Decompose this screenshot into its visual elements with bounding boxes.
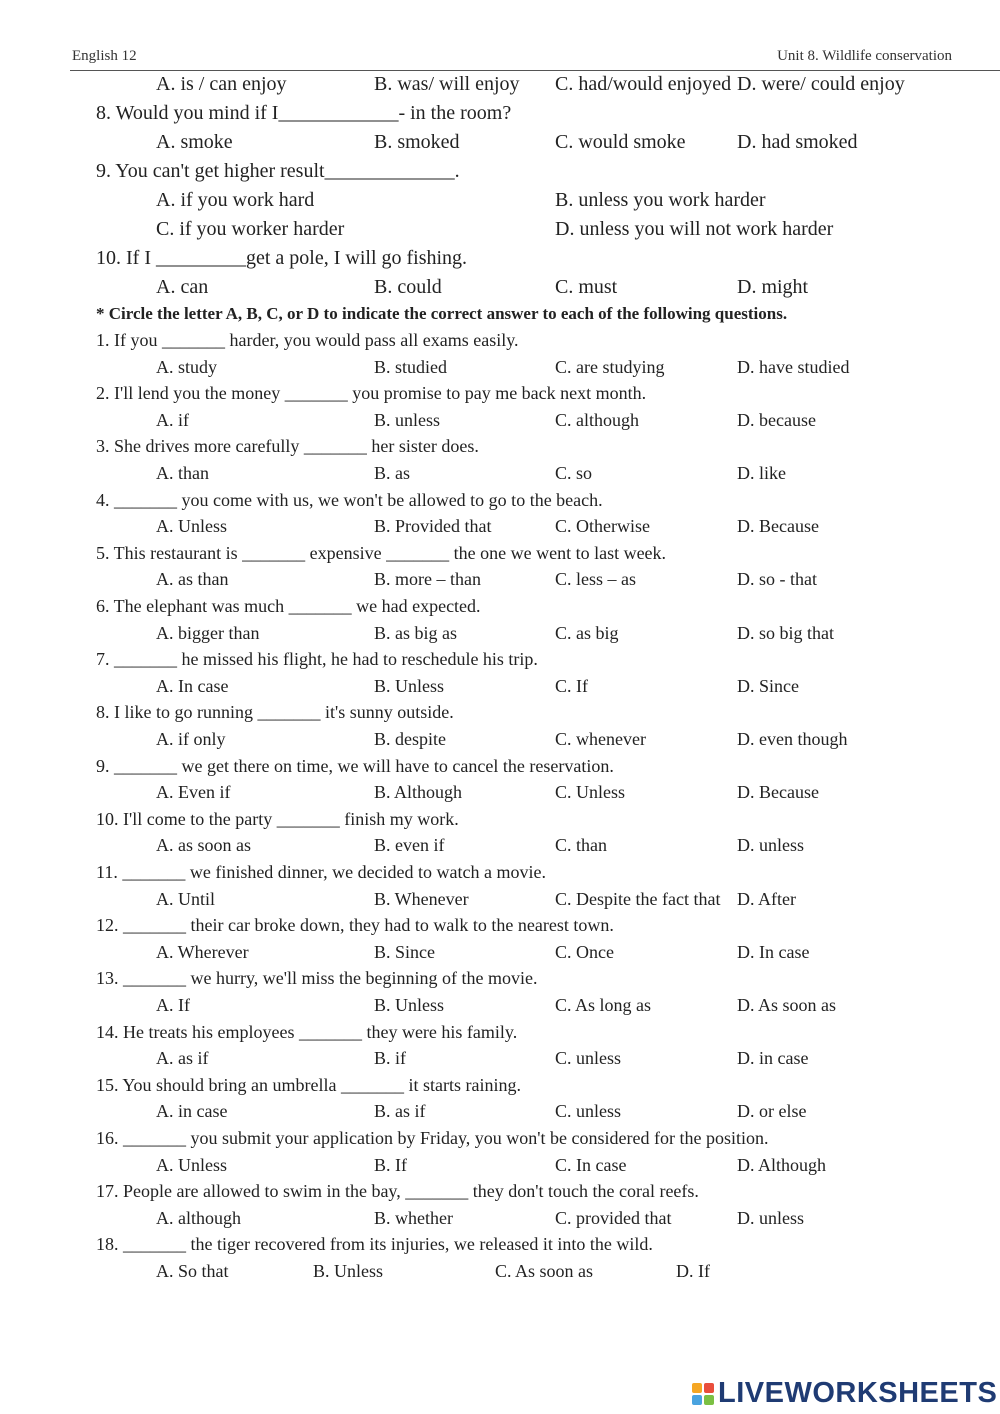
answer-option: A. if only (156, 729, 226, 749)
question-text: 13. _______ we hurry, we'll miss the beginning of the movie. (96, 968, 538, 988)
question-text: 9. You can't get higher result_____________. (96, 160, 460, 182)
header-unit: Unit 8. Wildlife conservation (777, 48, 952, 64)
answer-option: C. so (555, 463, 593, 483)
question-text: 8. I like to go running _______ it's sunny outside. (96, 702, 454, 722)
question-text: 4. _______ you come with us, we won't be allowed to go to the beach. (96, 490, 603, 510)
answer-option: A. If (156, 995, 190, 1015)
question-text: 5. This restaurant is _______ expensive _______ the one we went to last week. (96, 543, 667, 563)
answer-option: B. Since (374, 942, 435, 962)
answer-option: B. smoked (374, 131, 460, 153)
answer-option: D. even though (737, 729, 848, 749)
answer-option: D. like (737, 463, 786, 483)
answer-option: D. have studied (737, 357, 850, 377)
answer-option: B. whether (374, 1208, 453, 1228)
answer-option: C. unless (555, 1101, 622, 1121)
answer-option: B. studied (374, 357, 448, 377)
instruction-heading: * Circle the letter A, B, C, or D to indicate the correct answer to each of the following questions. (96, 304, 788, 323)
answer-option: A. Unless (156, 1155, 227, 1175)
question-text: 7. _______ he missed his flight, he had to reschedule his trip. (96, 649, 538, 669)
answer-option: C. are studying (555, 357, 665, 377)
answer-option: A. Wherever (156, 942, 249, 962)
question-text: 16. _______ you submit your application by Friday, you won't be considered for the position. (96, 1128, 769, 1148)
answer-option: C. Otherwise (555, 516, 650, 536)
answer-option: C. unless (555, 1048, 622, 1068)
answer-option: A. as than (156, 569, 229, 589)
answer-option: D. Because (737, 782, 819, 802)
answer-option: A. if you work hard (156, 189, 315, 211)
answer-option: B. Provided that (374, 516, 492, 536)
answer-option: B. as big as (374, 623, 457, 643)
answer-option: B. Although (374, 782, 463, 802)
answer-option: D. because (737, 410, 816, 430)
answer-option: B. even if (374, 835, 445, 855)
question-text: 18. _______ the tiger recovered from its injuries, we released it into the wild. (96, 1234, 653, 1254)
answer-option: C. Once (555, 942, 614, 962)
liveworksheets-logo (692, 1377, 997, 1410)
question-text: 3. She drives more carefully _______ her sister does. (96, 436, 479, 456)
answer-option: C. Despite the fact that (555, 889, 721, 909)
answer-option: B. If (374, 1155, 407, 1175)
answer-option: D. Although (737, 1155, 827, 1175)
answer-option: B. Unless (313, 1261, 384, 1281)
answer-option: D. had smoked (737, 131, 858, 153)
logo-mark-icon (692, 1383, 714, 1405)
answer-option: D. or else (737, 1101, 807, 1121)
question-text: 6. The elephant was much _______ we had expected. (96, 596, 481, 616)
answer-option: A. although (156, 1208, 241, 1228)
answer-option: C. If (555, 676, 588, 696)
answer-option: A. Even if (156, 782, 231, 802)
answer-option: A. in case (156, 1101, 228, 1121)
answer-option: B. was/ will enjoy (374, 73, 520, 95)
question-text: 2. I'll lend you the money _______ you promise to pay me back next month. (96, 383, 647, 403)
answer-option: A. Until (156, 889, 216, 909)
answer-option: B. if (374, 1048, 407, 1068)
answer-option: C. whenever (555, 729, 646, 749)
answer-option: D. unless you will not work harder (555, 218, 834, 240)
answer-option: C. In case (555, 1155, 627, 1175)
answer-option: D. might (737, 276, 809, 298)
answer-option: C. than (555, 835, 607, 855)
answer-option: C. less – as (555, 569, 636, 589)
answer-option: A. study (156, 357, 218, 377)
answer-option: A. In case (156, 676, 229, 696)
answer-option: D. in case (737, 1048, 809, 1068)
question-text: 10. I'll come to the party _______ finish my work. (96, 809, 459, 829)
answer-option: C. must (555, 276, 618, 298)
question-text: 1. If you _______ harder, you would pass all exams easily. (96, 330, 519, 350)
answer-option: B. despite (374, 729, 446, 749)
answer-option: D. As soon as (737, 995, 837, 1015)
answer-option: A. if (156, 410, 189, 430)
question-text: 17. People are allowed to swim in the bay, _______ they don't touch the coral reefs. (96, 1181, 699, 1201)
answer-option: C. if you worker harder (156, 218, 345, 240)
question-text: 10. If I _________get a pole, I will go fishing. (96, 247, 468, 269)
answer-option: A. as if (156, 1048, 209, 1068)
answer-option: D. Since (737, 676, 799, 696)
question-text: 12. _______ their car broke down, they had to walk to the nearest town. (96, 915, 614, 935)
answer-option: B. as if (374, 1101, 426, 1121)
answer-option: A. is / can enjoy (156, 73, 287, 95)
answer-option: A. smoke (156, 131, 233, 153)
answer-option: D. unless (737, 1208, 804, 1228)
answer-option: A. as soon as (156, 835, 251, 855)
answer-option: C. provided that (555, 1208, 672, 1228)
answer-option: B. Whenever (374, 889, 469, 909)
answer-option: D. After (737, 889, 796, 909)
answer-option: B. Unless (374, 676, 445, 696)
answer-option: D. unless (737, 835, 804, 855)
answer-option: D. were/ could enjoy (737, 73, 905, 95)
answer-option: A. bigger than (156, 623, 260, 643)
answer-option: A. can (156, 276, 209, 298)
logo-text: LIVEWORKSHEETS (718, 1377, 998, 1409)
question-text: 15. You should bring an umbrella _______ it starts raining. (96, 1075, 521, 1095)
question-text: 9. _______ we get there on time, we will have to cancel the reservation. (96, 756, 614, 776)
question-text: 14. He treats his employees _______ they were his family. (96, 1022, 518, 1042)
answer-option: B. Unless (374, 995, 445, 1015)
answer-option: B. could (374, 276, 442, 298)
answer-option: A. Unless (156, 516, 227, 536)
answer-option: C. As long as (555, 995, 652, 1015)
answer-option: B. as (374, 463, 410, 483)
header-divider (70, 70, 1000, 71)
answer-option: D. so big that (737, 623, 834, 643)
answer-option: D. Because (737, 516, 819, 536)
answer-option: C. As soon as (495, 1261, 594, 1281)
answer-option: B. unless you work harder (555, 189, 766, 211)
answer-option: D. If (676, 1261, 710, 1281)
answer-option: C. as big (555, 623, 619, 643)
answer-option: C. would smoke (555, 131, 686, 153)
answer-option: D. In case (737, 942, 810, 962)
answer-option: B. more – than (374, 569, 481, 589)
answer-option: D. so - that (737, 569, 817, 589)
answer-option: C. although (555, 410, 639, 430)
answer-option: A. than (156, 463, 209, 483)
question-text: 8. Would you mind if I____________- in the room? (96, 102, 512, 124)
answer-option: C. had/would enjoyed (555, 73, 732, 95)
answer-option: C. Unless (555, 782, 626, 802)
header-subject: English 12 (72, 48, 137, 64)
answer-option: A. So that (156, 1261, 229, 1281)
answer-option: B. unless (374, 410, 441, 430)
question-text: 11. _______ we finished dinner, we decided to watch a movie. (96, 862, 546, 882)
